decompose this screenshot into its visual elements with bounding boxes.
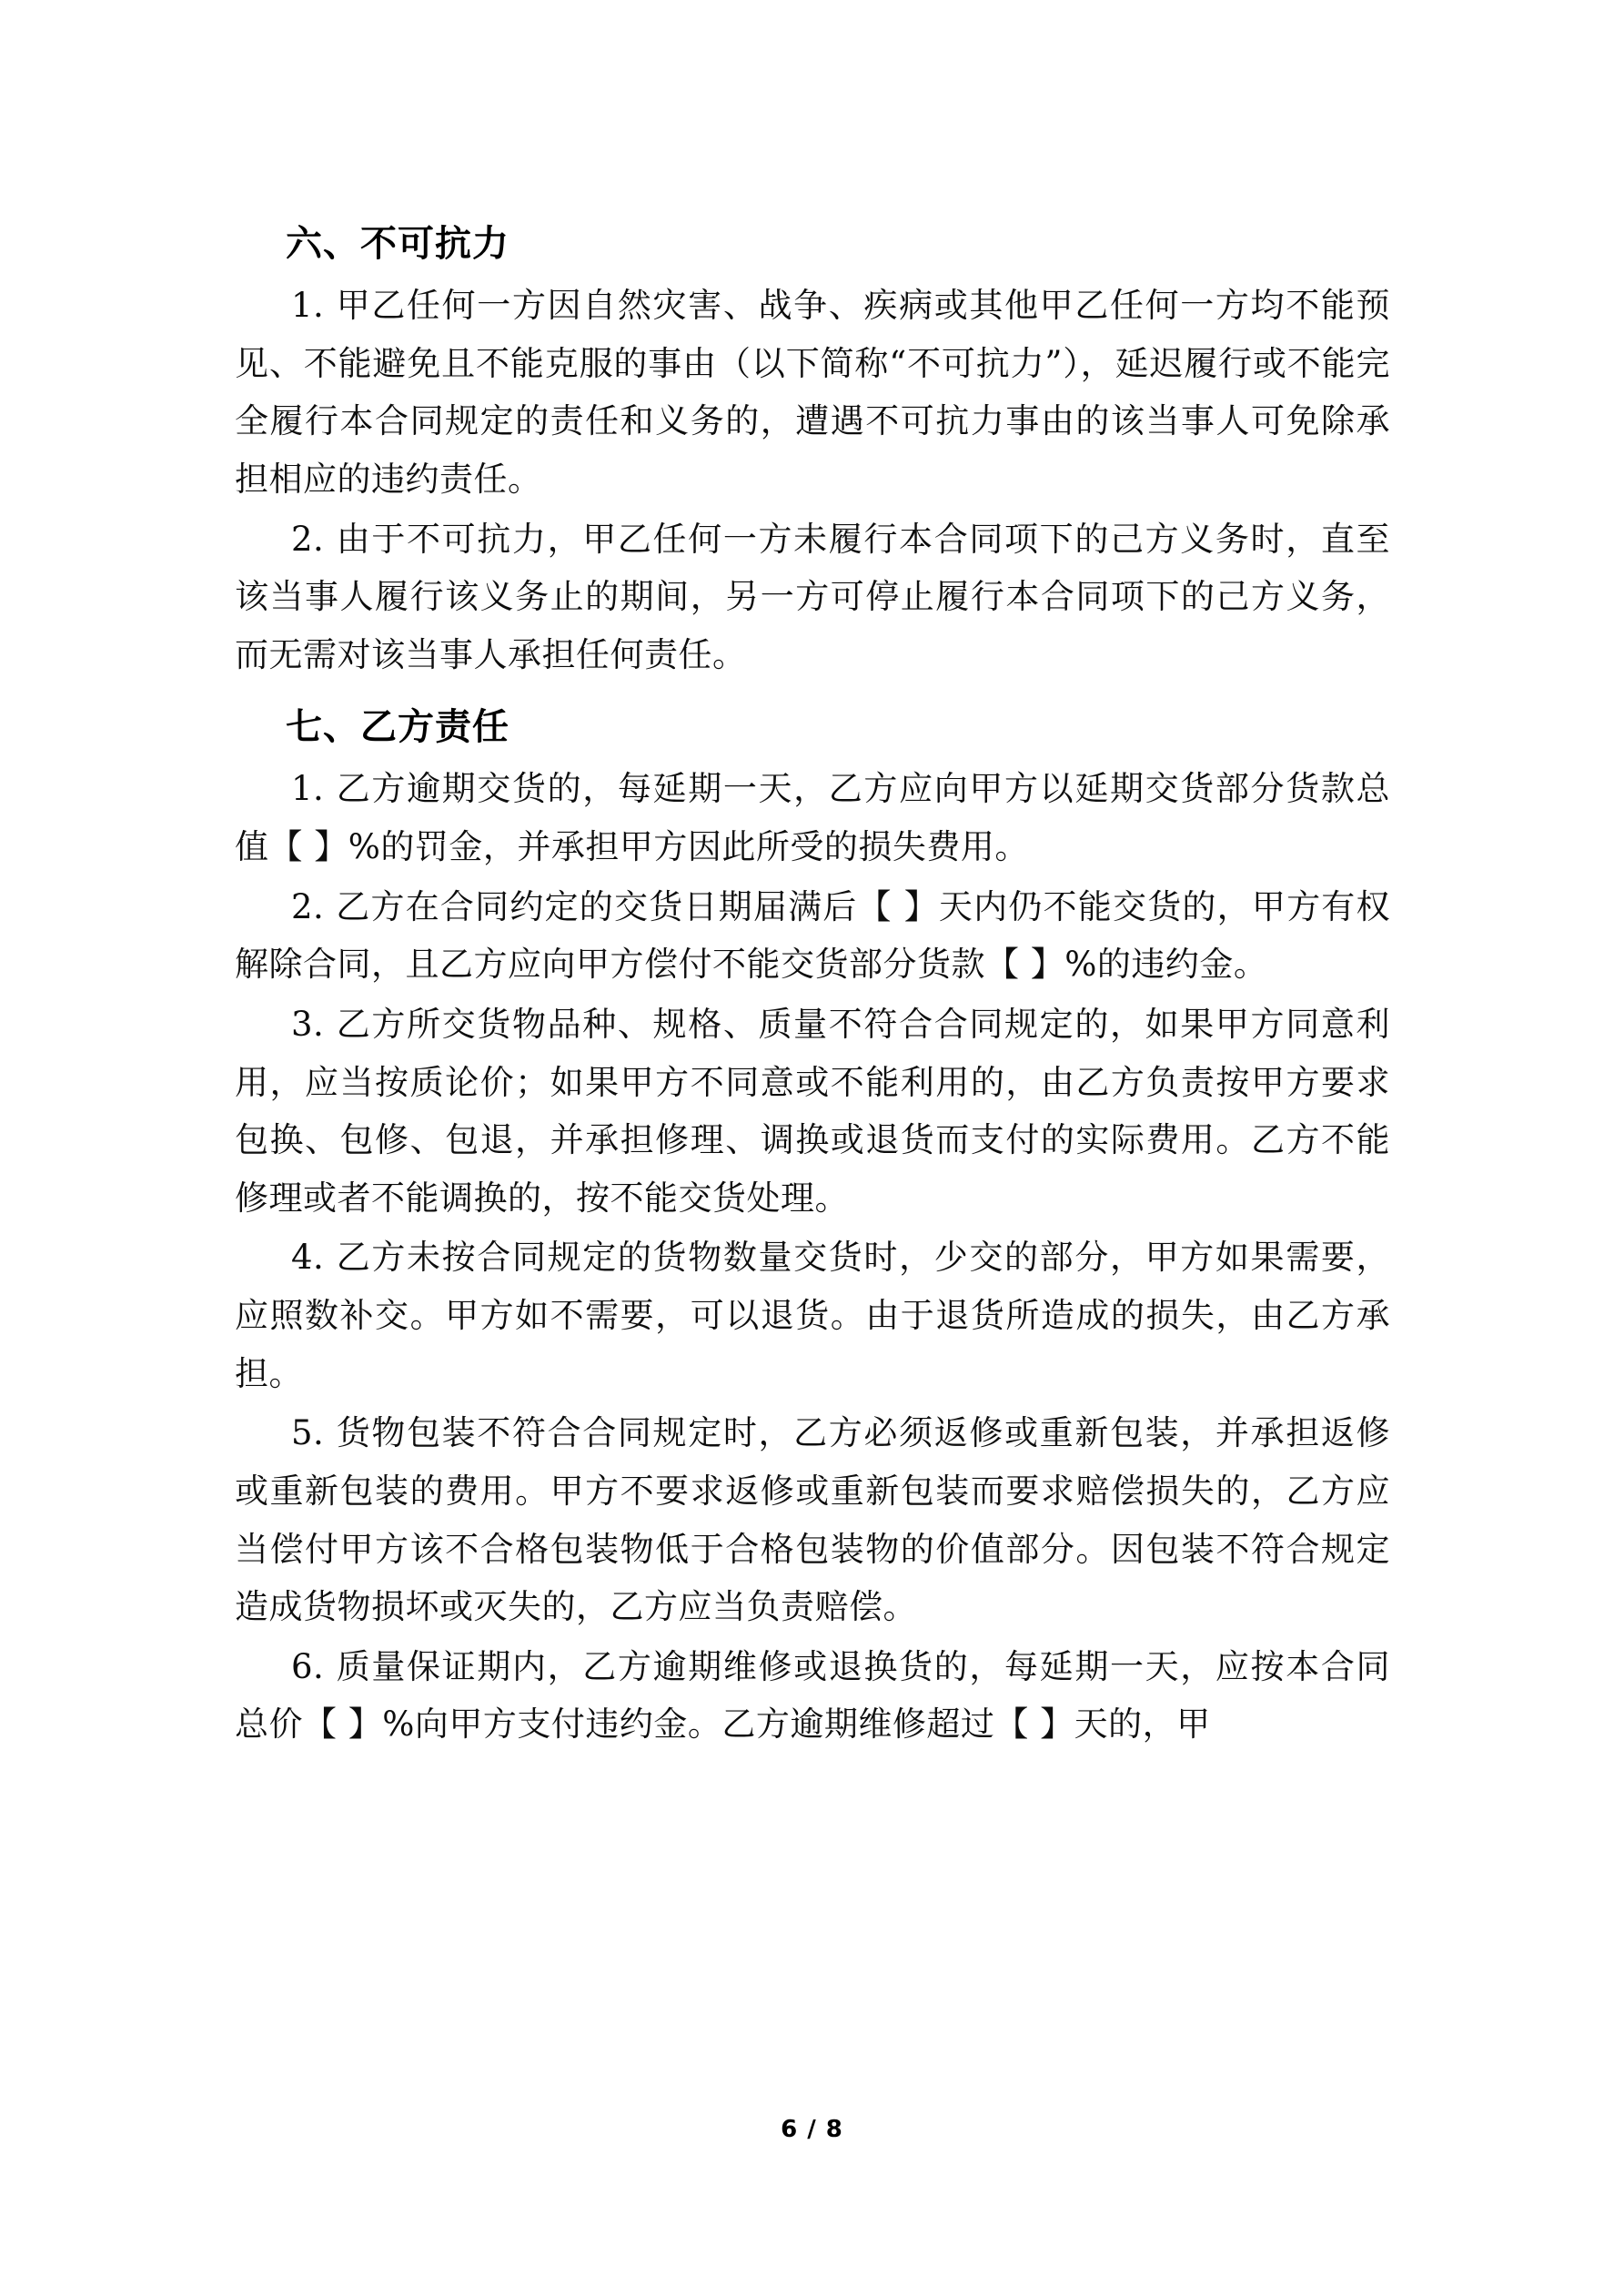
paragraph-party-b-6: 6. 质量保证期内，乙方逾期维修或退换货的，每延期一天，应按本合同总价【 】%向甲方支付违约金。乙方逾期维修超过【 】天的，甲 [235,1646,1390,1745]
paragraph-party-b-4: 4. 乙方未按合同规定的货物数量交货时，少交的部分，甲方如果需要，应照数补交。甲方如不需要，可以退货。由于退货所造成的损失，由乙方承担。 [235,1238,1390,1393]
paragraph-force-majeure-2: 2. 由于不可抗力，甲乙任何一方未履行本合同项下的己方义务时，直至该当事人履行该义务止的期间，另一方可停止履行本合同项下的己方义务，而无需对该当事人承担任何责任。 [235,519,1390,674]
paragraph-party-b-3: 3. 乙方所交货物品种、规格、质量不符合合同规定的，如果甲方同意利用，应当按质论价；如果甲方不同意或不能利用的，由乙方负责按甲方要求包换、包修、包退，并承担修理、调换或退货而支付的实际费用。乙方不能修理或者不能调换的，按不能交货处理。 [235,1004,1390,1218]
section-heading-party-b-responsibility: 七、乙方责任 [286,706,509,749]
paragraph-force-majeure-1: 1. 甲乙任何一方因自然灾害、战争、疾病或其他甲乙任何一方均不能预见、不能避免且不能克服的事由（以下简称“不可抗力”），延迟履行或不能完全履行本合同规定的责任和义务的，遭遇不可抗力事由的该当事人可免除承担相应的违约责任。 [235,286,1390,499]
paragraph-party-b-1: 1. 乙方逾期交货的，每延期一天，乙方应向甲方以延期交货部分货款总值【 】%的罚金，并承担甲方因此所受的损失费用。 [235,769,1390,866]
paragraph-party-b-5: 5. 货物包装不符合合同规定时，乙方必须返修或重新包装，并承担返修或重新包装的费用。甲方不要求返修或重新包装而要求赔偿损失的，乙方应当偿付甲方该不合格包装物低于合格包装物的价值部分。因包装不符合规定造成货物损坏或灭失的，乙方应当负责赔偿。 [235,1413,1390,1627]
document-body [235,217,1390,1755]
section-heading-force-majeure: 六、不可抗力 [286,223,509,265]
paragraph-party-b-2: 2. 乙方在合同约定的交货日期届满后【 】天内仍不能交货的，甲方有权解除合同，且乙方应向甲方偿付不能交货部分货款【 】%的违约金。 [235,886,1390,985]
page-number: 6 / 8 [781,2116,843,2143]
